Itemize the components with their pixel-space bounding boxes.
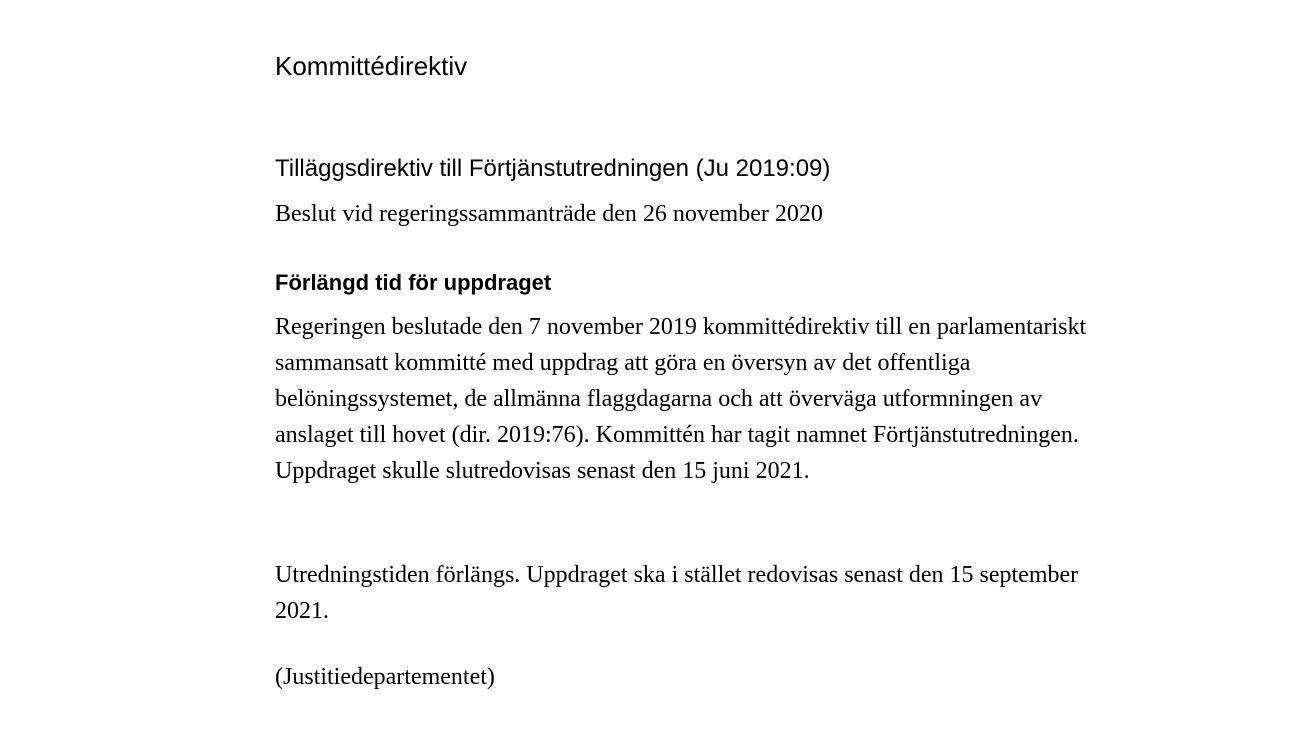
paragraph-background: Regeringen beslutade den 7 november 2019 kommittédirektiv till en parlamentariskt sammansatt kommitté med uppdrag att göra en översyn av det offentliga belöningssystemet, de allmänna flaggdagarna och att överväga utformningen av anslaget till hovet (dir. 2019:76). Kommittén har tagit namnet Förtjänstutredningen. Uppdraget skulle slutredovisas senast den 15 juni 2021. [275, 314, 1087, 484]
document-title: Tilläggsdirektiv till Förtjänstutredningen (Ju 2019:09) [275, 155, 831, 182]
document-type-label: Kommittédirektiv [275, 51, 468, 81]
paragraph-extension: Utredningstiden förlängs. Uppdraget ska i stället redovisas senast den 15 september 2021. [275, 562, 1079, 624]
section-heading: Förlängd tid för uppdraget [275, 270, 552, 295]
department-signature: (Justitiedepartementet) [275, 664, 495, 690]
decision-line: Beslut vid regeringssammanträde den 26 november 2020 [275, 201, 823, 227]
